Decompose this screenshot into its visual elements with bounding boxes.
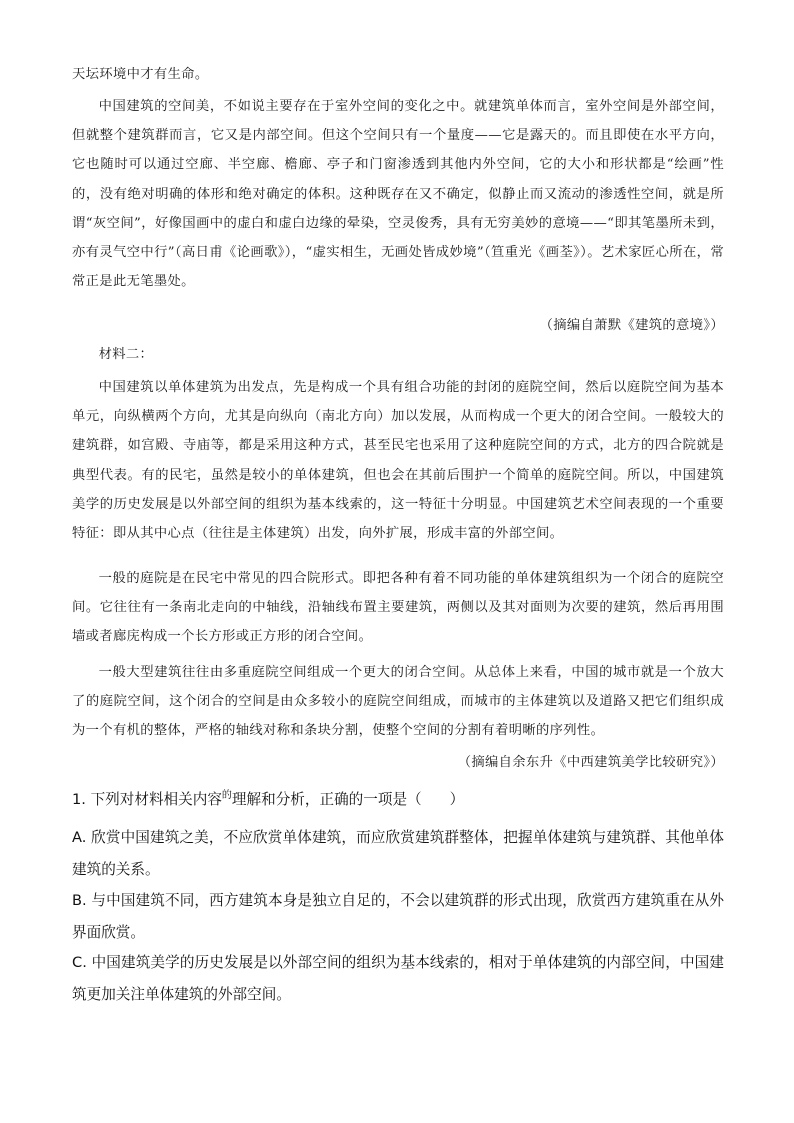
source-citation-1: （摘编自萧默《建筑的意境》）: [539, 318, 724, 333]
passage-paragraph-1: 中国建筑的空间美，不如说主要存在于室外空间的变化之中。就建筑单体而言，室外空间是外部空间，但就整个建筑群而言，它又是内部空间。但这个空间只有一个量度——它是露天的。而且即使在水平方向，它也随时可以通过空廊、半空廊、檐廊、亭子和门窗渗透到其他内外空间，它的大小和形状都是“绘画”性的，没有绝对明确的体形和绝对确定的体积。这种既存在又不确定，似静止而又流动的渗透性空间，就是所谓“灰空间”，好像国画中的虚白和虚白边缘的晕染，空灵俊秀，具有无穷美妙的意境——“即其笔墨所未到，亦有灵气空中行”（高日甫《论画歌》），“虚实相生，无画处皆成妙境”（笪重光《画荃》）。艺术家匠心所在，常常正是此无笔墨处。: [72, 99, 724, 290]
passage-paragraph-0: 天坛环境中才有生命。: [72, 67, 209, 82]
question-stem-middle: 理解和分析，正确的一项是（: [231, 790, 422, 808]
passage-paragraph-2: 中国建筑以单体建筑为出发点，先是构成一个具有组合功能的封闭的庭院空间，然后以庭院空间为基本单元，向纵横两个方向，尤其是向纵向（南北方向）加以发展，从而构成一个更大的闭合空间。一般较大的建筑群，如宫殿、寺庙等，都是采用这种方式，甚至民宅也采用了这种庭院空间的方式，北方的四合院就是典型代表。有的民宅，虽然是较小的单体建筑，但也会在其前后围护一个简单的庭院空间。所以，中国建筑美学的历史发展是以外部空间的组织为基本线索的，这一特征十分明显。中国建筑艺术空间表现的一个重要特征：即从其中心点（往往是主体建筑）出发，向外扩展，形成丰富的外部空间。: [72, 380, 724, 542]
option-b: B. 与中国建筑不同，西方建筑本身是独立自足的，不会以建筑群的形式出现，欣赏西方建筑重在从外界面欣赏。: [72, 892, 724, 941]
question-stem-start: 1. 下列对材料相关内容: [72, 790, 222, 808]
question-stem-close: ）: [449, 790, 465, 808]
passage-paragraph-4: 一般大型建筑往往由多重庭院空间组成一个更大的闭合空间。从总体上来看，中国的城市就是一个放大了的庭院空间，这个闭合的空间是由众多较小的庭院空间组成，而城市的主体建筑以及道路又把它们组织成为一个有机的整体，严格的轴线对称和条块分割，使整个空间的分割有着明晰的序列性。: [72, 665, 724, 739]
material-2-label: 材料二：: [98, 347, 154, 362]
question-stem-superscript: 的: [221, 790, 232, 801]
option-c: C. 中国建筑美学的历史发展是以外部空间的组织为基本线索的，相对于单体建筑的内部空间，中国建筑更加关注单体建筑的外部空间。: [72, 954, 724, 1003]
passage-paragraph-3: 一般的庭院是在民宅中常见的四合院形式。即把各种有着不同功能的单体建筑组织为一个闭合的庭院空间。它往往有一条南北走向的中轴线，沿轴线布置主要建筑，两侧以及其对面则为次要的建筑，然后再用围墙或者廊庑构成一个长方形或正方形的闭合空间。: [72, 571, 724, 645]
question-stem: [72, 780, 724, 815]
option-a: A. 欣赏中国建筑之美，不应欣赏单体建筑，而应欣赏建筑群整体，把握单体建筑与建筑群、其他单体建筑的关系。: [72, 829, 724, 878]
source-citation-2: （摘编自余东升《中西建筑美学比较研究》）: [457, 755, 724, 770]
